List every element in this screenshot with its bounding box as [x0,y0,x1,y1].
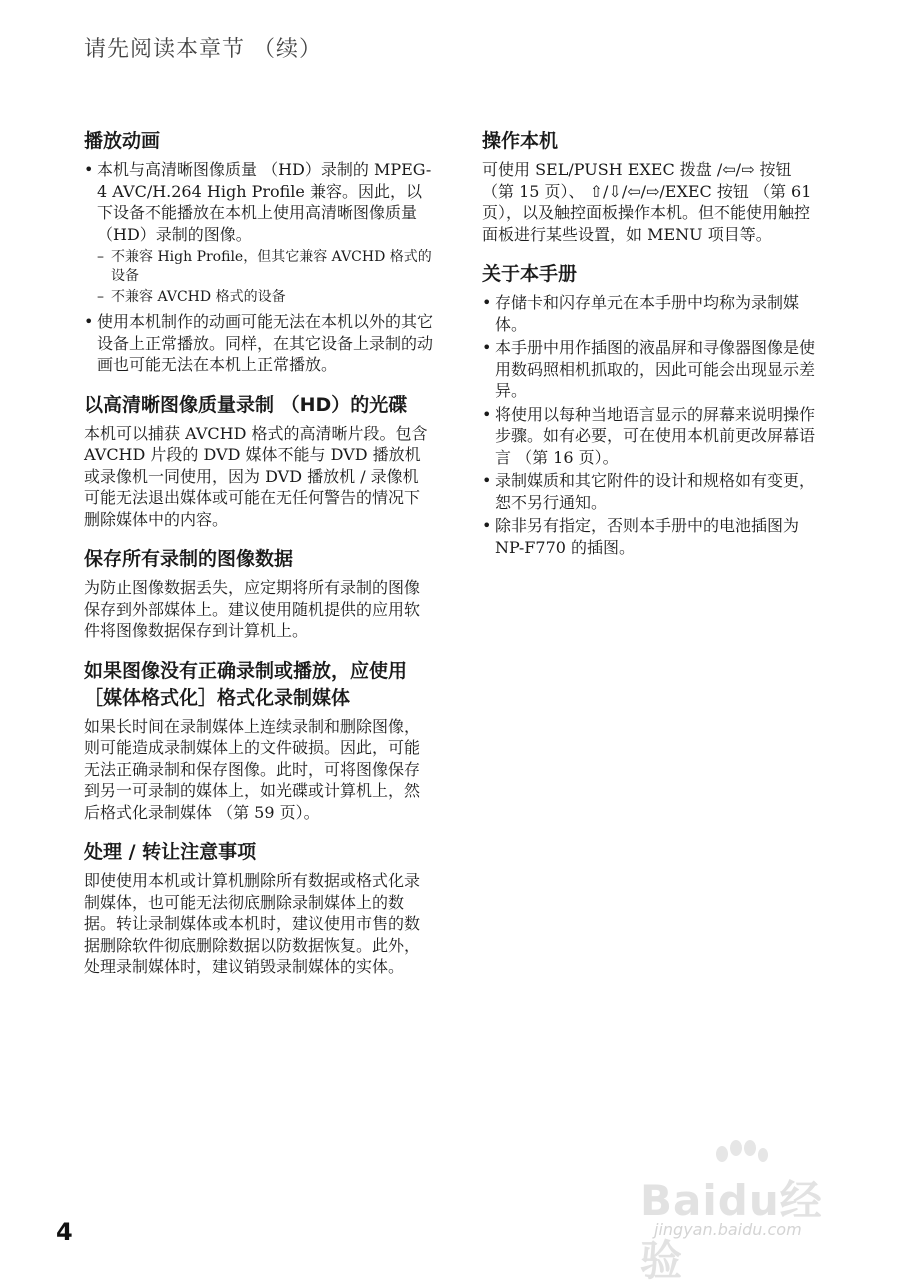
section-body: 可使用 SEL/PUSH EXEC 拨盘 /⇦/⇨ 按钮 （第 15 页）、 ⇧/⇩/⇦/⇨/EXEC 按钮 （第 61 页），以及触控面板操作本机。但不能使用触控面板进行某些设置，如 MENU 项目等。 [482,160,812,244]
bullet-item [482,404,822,469]
section-operation [482,128,822,245]
section-hd-disc [84,392,434,531]
dash-item [97,288,434,307]
bullet-marker: • [482,516,492,535]
bullet-text: 使用本机制作的动画可能无法在本机以外的其它设备上正常播放。同样，在其它设备上录制的动画也可能无法在本机上正常播放。 [97,312,434,374]
bullet-text: 除非另有指定，否则本手册中的电池插图为 NP-F770 的插图。 [495,516,800,557]
section-heading: 处理 / 转让注意事项 [84,841,257,863]
bullet-item [84,159,434,307]
dash-marker: – [97,289,104,305]
section-heading: 操作本机 [482,130,559,152]
section-heading: 关于本手册 [482,263,578,285]
section-body: 如果长时间在录制媒体上连续录制和删除图像，则可能造成录制媒体上的文件破损。因此，可能无法正确录制和保存图像。此时，可将图像保存到另一可录制的媒体上，如光碟或计算机上，然后格式化录制媒体 （第 59 页）。 [84,716,421,822]
bullet-marker: • [482,338,492,357]
watermark-word: Baidu经验 [640,1176,823,1285]
bullet-item [482,470,822,513]
dash-marker: – [97,249,104,265]
right-column [482,128,822,574]
dash-text: 不兼容 AVCHD 格式的设备 [111,289,286,305]
bullet-text: 录制媒质和其它附件的设计和规格如有变更，恕不另行通知。 [495,471,816,512]
bullet-marker: • [482,293,492,312]
dash-item [97,248,434,286]
section-body: 本机可以捕获 AVCHD 格式的高清晰片段。包含 AVCHD 片段的 DVD 媒体不能与 DVD 播放机或录像机一同使用，因为 DVD 播放机 / 录像机可能无法退出媒体或可能在无任何警告的情况下删除媒体中的内容。 [84,423,428,529]
bullet-marker: • [84,160,94,179]
bullet-text: 本手册中用作插图的液晶屏和寻像器图像是使用数码照相机抓取的，因此可能会出现显示差异。 [495,338,816,400]
bullet-text: 存储卡和闪存单元在本手册中均称为录制媒体。 [495,293,800,334]
baidu-jingyan-watermark [640,1140,860,1285]
section-body: 为防止图像数据丢失，应定期将所有录制的图像保存到外部媒体上。建议使用随机提供的应用软件将图像数据保存到计算机上。 [84,578,421,640]
page-number: 4 [56,1218,73,1246]
bullet-list [84,159,434,376]
watermark-url: jingyan.baidu.com [654,1220,802,1239]
bullet-text: 将使用以每种当地语言显示的屏幕来说明操作步骤。如有必要，可在使用本机前更改屏幕语言 （第 16 页）。 [495,404,816,467]
dash-list [97,248,434,307]
bullet-list [482,292,822,558]
dash-text: 不兼容 High Profile，但其它兼容 AVCHD 格式的设备 [111,249,432,284]
bullet-item [482,337,822,402]
section-heading: 如果图像没有正确录制或播放，应使用 ［媒体格式化］格式化录制媒体 [84,659,408,709]
section-playback [84,128,434,376]
bullet-marker: • [84,312,94,331]
section-disposal [84,839,434,978]
bullet-marker: • [482,471,492,490]
section-heading: 以高清晰图像质量录制 （HD）的光碟 [84,393,408,416]
bullet-text: 本机与高清晰图像质量 （HD）录制的 MPEG-4 AVC/H.264 High Profile 兼容。因此，以下设备不能播放在本机上使用高清晰图像质量 （HD）录制的图像。 [97,160,432,244]
section-about-manual [482,261,822,558]
section-body: 即使使用本机或计算机删除所有数据或格式化录制媒体，也可能无法彻底删除录制媒体上的数据。转让录制媒体或本机时，建议使用市售的数据删除软件彻底删除数据以防数据恢复。此外，处理录制媒体时，建议销毁录制媒体的实体。 [84,871,421,976]
section-format-media [84,658,434,824]
section-heading: 播放动画 [84,130,161,152]
left-column [84,128,434,994]
bullet-item [84,311,434,376]
section-save-data [84,546,434,642]
bullet-item [482,292,822,335]
bullet-marker: • [482,404,492,424]
section-heading: 保存所有录制的图像数据 [84,548,294,570]
running-header: 请先阅读本章节 （续） [84,37,322,62]
bullet-item [482,515,822,558]
